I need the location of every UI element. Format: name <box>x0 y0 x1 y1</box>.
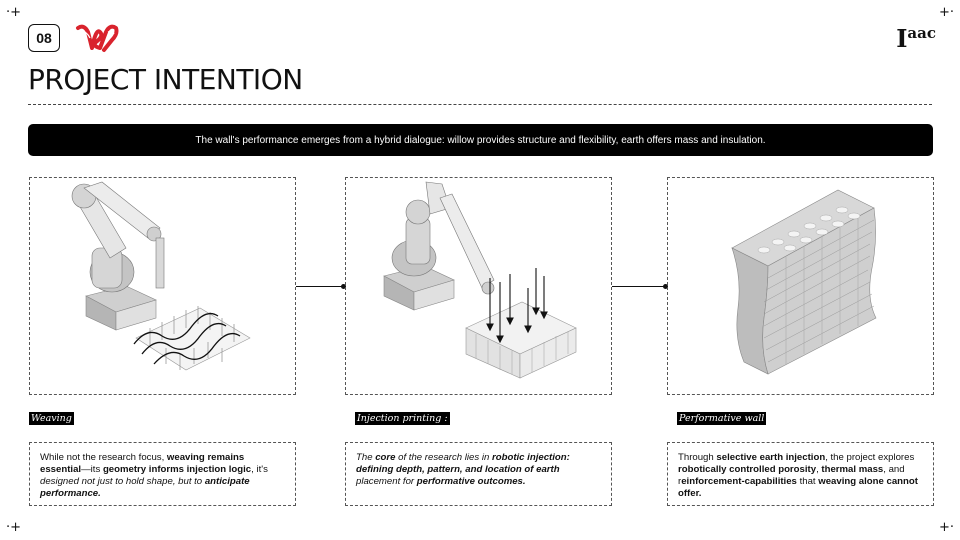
description-run: anticipate performance. <box>40 476 250 499</box>
description-run: The <box>356 452 376 463</box>
header-divider <box>28 104 932 105</box>
corner-mark-icon: ·+ <box>6 5 22 20</box>
weaving-description <box>29 442 296 506</box>
project-logo-icon <box>74 22 120 54</box>
description-run: designed not just to hold shape, but to <box>40 476 205 487</box>
injection-description <box>345 442 612 506</box>
flow-connector <box>612 286 666 287</box>
stage-label-injection: Injection printing : <box>357 413 448 424</box>
corner-mark-icon: ·+ <box>6 520 22 535</box>
corner-mark-icon: +· <box>938 5 954 20</box>
stage-label-wall: Performative wall <box>679 413 765 424</box>
description-run: —its <box>81 464 103 475</box>
description-run: weaving alone cannot offer. <box>678 476 918 499</box>
description-run: geometry informs injection logic <box>102 464 252 475</box>
intro-banner: The wall's performance emerges from a hybrid dialogue: willow provides structure and flexibility, earth offers mass and insulation. <box>28 124 933 156</box>
robot-arm-injection-illustration <box>346 178 611 394</box>
description-run: robotically controlled porosity <box>678 464 817 475</box>
description-run: weaving remains essential <box>40 452 245 475</box>
description-run: selective earth injection <box>716 452 826 463</box>
injection-image-panel <box>345 177 612 395</box>
robot-arm-weaving-illustration <box>30 178 295 394</box>
description-run: , <box>816 464 822 475</box>
weaving-image-panel <box>29 177 296 395</box>
brand-text: $I^{aac}$ <box>896 24 936 53</box>
description-run: , and r <box>678 464 905 487</box>
description-run: Through <box>678 452 717 463</box>
wall-image-panel <box>667 177 934 395</box>
description-run: core <box>375 452 396 463</box>
iaac-logo <box>896 24 936 53</box>
performative-wall-illustration <box>668 178 933 394</box>
flow-connector <box>296 286 344 287</box>
description-run: , it's <box>251 464 268 475</box>
corner-mark-icon: +· <box>938 520 954 535</box>
stage-label-weaving: Weaving <box>31 413 72 424</box>
page-number: 08 <box>28 24 60 52</box>
description-run: thermal mass <box>821 464 884 475</box>
description-run: placement for <box>356 476 417 487</box>
description-run: , the project explores <box>825 452 915 463</box>
description-run: performative outcomes. <box>416 476 526 487</box>
wall-description <box>667 442 934 506</box>
page-title: PROJECT INTENTION <box>28 63 303 96</box>
description-run: einforcement-capabilities <box>681 476 797 487</box>
description-run: While not the research focus, <box>40 452 167 463</box>
description-run: of the research lies in <box>395 452 492 463</box>
description-run: that <box>796 476 819 487</box>
description-run: robotic injection: defining depth, pattern, and location of earth <box>356 452 570 475</box>
